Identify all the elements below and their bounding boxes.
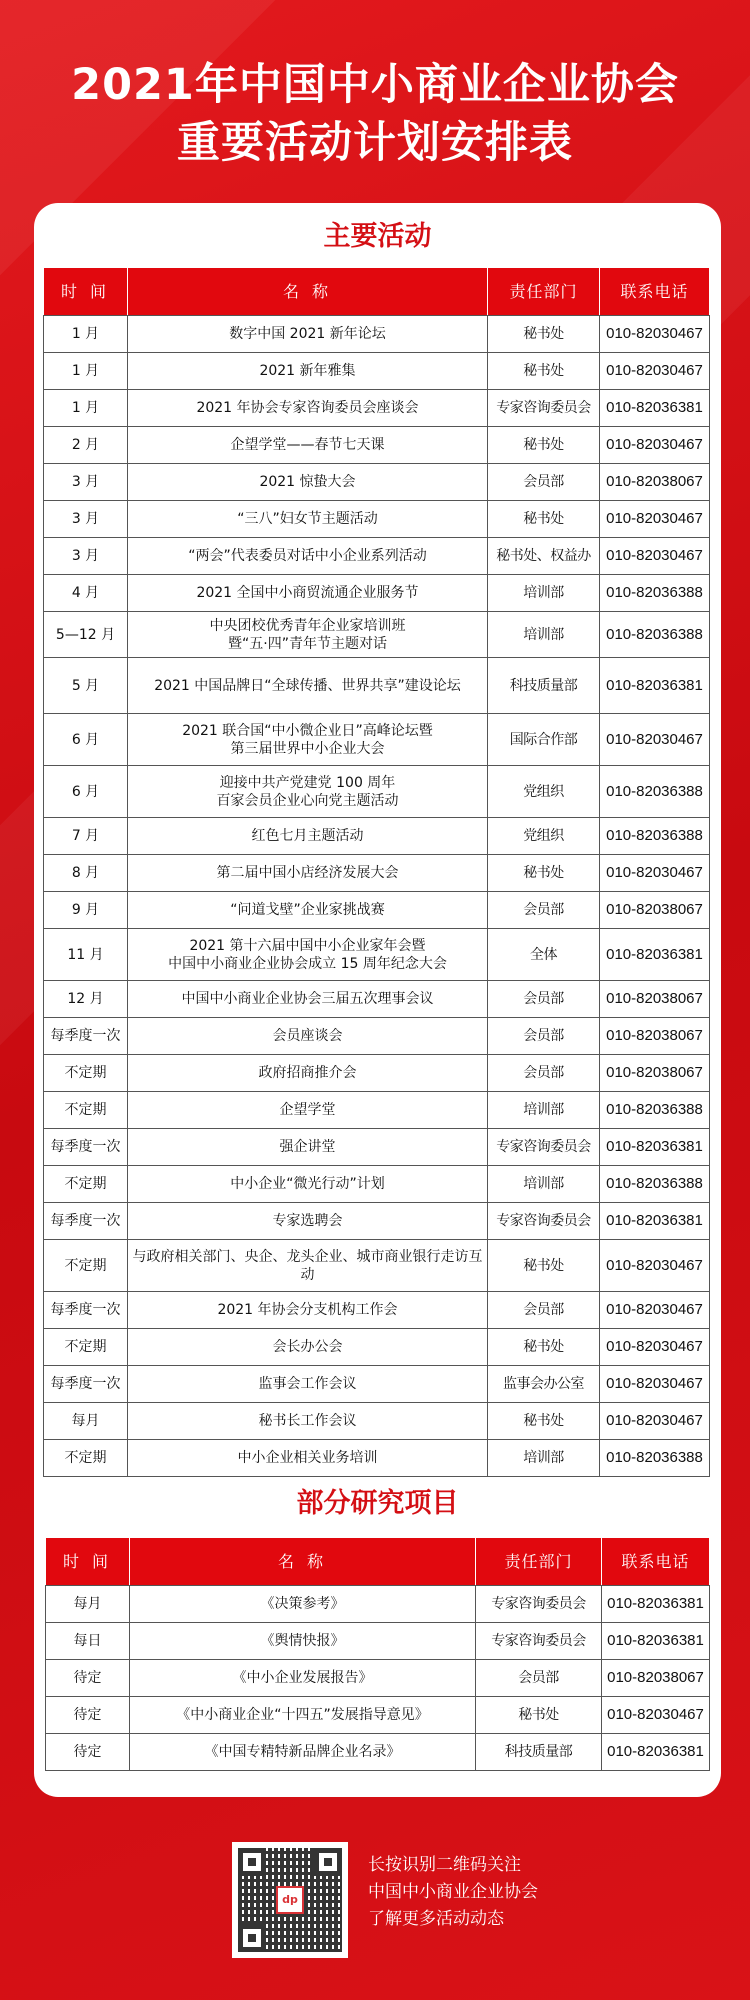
row-time: 不定期 bbox=[44, 1092, 128, 1129]
row-time: 不定期 bbox=[44, 1055, 128, 1092]
table-row bbox=[44, 1440, 710, 1477]
footer-line-2: 中国中小商业企业协会 bbox=[368, 1882, 538, 1902]
row-dept: 秘书处 bbox=[488, 353, 600, 390]
table-row bbox=[44, 1018, 710, 1055]
research-projects-table bbox=[45, 1537, 710, 1771]
main-activities-table bbox=[43, 267, 710, 1477]
row-time: 每季度一次 bbox=[44, 1292, 128, 1329]
table-row bbox=[44, 892, 710, 929]
row-time: 每季度一次 bbox=[44, 1203, 128, 1240]
row-phone: 010-82038067 bbox=[600, 892, 710, 929]
table-row bbox=[44, 855, 710, 892]
col-header-dept: 责任部门 bbox=[488, 268, 600, 316]
row-time: 7 月 bbox=[44, 818, 128, 855]
row-time: 待定 bbox=[46, 1660, 130, 1697]
row-dept: 会员部 bbox=[488, 892, 600, 929]
table-row bbox=[44, 1403, 710, 1440]
row-dept: 秘书处 bbox=[488, 1403, 600, 1440]
row-time: 1 月 bbox=[44, 353, 128, 390]
qr-code-icon bbox=[238, 1848, 342, 1952]
table-row bbox=[46, 1697, 710, 1734]
row-name: 2021 第十六届中国中小企业家年会暨 中国中小商业企业协会成立 15 周年纪念大会 bbox=[128, 929, 488, 981]
row-phone: 010-82038067 bbox=[600, 981, 710, 1018]
row-time: 每季度一次 bbox=[44, 1366, 128, 1403]
row-time: 每日 bbox=[46, 1623, 130, 1660]
row-phone: 010-82030467 bbox=[600, 1366, 710, 1403]
row-name: 与政府相关部门、央企、龙头企业、城市商业银行走访互动 bbox=[128, 1240, 488, 1292]
row-time: 5 月 bbox=[44, 658, 128, 714]
row-name: 《中小企业发展报告》 bbox=[130, 1660, 476, 1697]
table-row bbox=[44, 612, 710, 658]
table-row bbox=[44, 1092, 710, 1129]
row-time: 1 月 bbox=[44, 316, 128, 353]
row-time: 不定期 bbox=[44, 1240, 128, 1292]
row-dept: 秘书处 bbox=[488, 427, 600, 464]
row-name: 数字中国 2021 新年论坛 bbox=[128, 316, 488, 353]
row-dept: 监事会办公室 bbox=[488, 1366, 600, 1403]
row-phone: 010-82036388 bbox=[600, 612, 710, 658]
col-header-name: 名 称 bbox=[130, 1538, 476, 1586]
table-row bbox=[46, 1734, 710, 1771]
row-name: 2021 中国品牌日“全球传播、世界共享”建设论坛 bbox=[128, 658, 488, 714]
row-time: 9 月 bbox=[44, 892, 128, 929]
row-name: 中国中小商业企业协会三届五次理事会议 bbox=[128, 981, 488, 1018]
row-phone: 010-82036381 bbox=[602, 1586, 710, 1623]
row-phone: 010-82038067 bbox=[600, 1055, 710, 1092]
table-row bbox=[44, 981, 710, 1018]
table-row bbox=[44, 353, 710, 390]
row-phone: 010-82030467 bbox=[600, 501, 710, 538]
title-line-1: 2021年中国中小商业企业协会 bbox=[71, 60, 679, 110]
research-table-header bbox=[46, 1538, 710, 1586]
row-name: 企望学堂 bbox=[128, 1092, 488, 1129]
row-phone: 010-82036381 bbox=[600, 1129, 710, 1166]
table-row bbox=[46, 1623, 710, 1660]
table-row bbox=[44, 766, 710, 818]
research-projects-title: 部分研究项目 bbox=[296, 1488, 459, 1519]
table-row bbox=[46, 1586, 710, 1623]
row-name: 《舆情快报》 bbox=[130, 1623, 476, 1660]
row-time: 每季度一次 bbox=[44, 1018, 128, 1055]
row-name: 监事会工作会议 bbox=[128, 1366, 488, 1403]
col-header-name: 名 称 bbox=[128, 268, 488, 316]
table-row bbox=[44, 1240, 710, 1292]
row-time: 待定 bbox=[46, 1697, 130, 1734]
table-row bbox=[44, 714, 710, 766]
row-dept: 秘书处 bbox=[488, 316, 600, 353]
row-name: 秘书长工作会议 bbox=[128, 1403, 488, 1440]
row-name: 《决策参考》 bbox=[130, 1586, 476, 1623]
row-dept: 秘书处、权益办 bbox=[488, 538, 600, 575]
row-dept: 全体 bbox=[488, 929, 600, 981]
row-dept: 专家咨询委员会 bbox=[476, 1586, 602, 1623]
row-name: 专家选聘会 bbox=[128, 1203, 488, 1240]
row-phone: 010-82038067 bbox=[600, 1018, 710, 1055]
row-time: 12 月 bbox=[44, 981, 128, 1018]
row-phone: 010-82036381 bbox=[600, 1203, 710, 1240]
table-row bbox=[44, 1166, 710, 1203]
row-dept: 培训部 bbox=[488, 1166, 600, 1203]
row-dept: 秘书处 bbox=[488, 855, 600, 892]
title-line-2: 重要活动计划安排表 bbox=[177, 118, 573, 168]
row-time: 5—12 月 bbox=[44, 612, 128, 658]
row-time: 2 月 bbox=[44, 427, 128, 464]
table-row bbox=[44, 575, 710, 612]
row-time: 每月 bbox=[44, 1403, 128, 1440]
row-phone: 010-82030467 bbox=[600, 1403, 710, 1440]
row-time: 6 月 bbox=[44, 714, 128, 766]
row-dept: 国际合作部 bbox=[488, 714, 600, 766]
row-time: 1 月 bbox=[44, 390, 128, 427]
row-phone: 010-82030467 bbox=[600, 855, 710, 892]
row-phone: 010-82038067 bbox=[600, 464, 710, 501]
row-name: 2021 新年雅集 bbox=[128, 353, 488, 390]
row-name: “三八”妇女节主题活动 bbox=[128, 501, 488, 538]
row-phone: 010-82036388 bbox=[600, 818, 710, 855]
table-row bbox=[44, 464, 710, 501]
row-phone: 010-82036381 bbox=[602, 1623, 710, 1660]
row-name: 会员座谈会 bbox=[128, 1018, 488, 1055]
col-header-time: 时 间 bbox=[44, 268, 128, 316]
row-name: 2021 惊蛰大会 bbox=[128, 464, 488, 501]
row-name: 《中国专精特新品牌企业名录》 bbox=[130, 1734, 476, 1771]
row-dept: 秘书处 bbox=[488, 501, 600, 538]
row-dept: 培训部 bbox=[488, 1092, 600, 1129]
main-table-header bbox=[44, 268, 710, 316]
table-row bbox=[44, 390, 710, 427]
table-row bbox=[46, 1660, 710, 1697]
row-time: 8 月 bbox=[44, 855, 128, 892]
row-phone: 010-82036388 bbox=[600, 766, 710, 818]
table-row bbox=[44, 1292, 710, 1329]
row-dept: 会员部 bbox=[488, 1055, 600, 1092]
row-dept: 会员部 bbox=[488, 1292, 600, 1329]
row-dept: 党组织 bbox=[488, 766, 600, 818]
col-header-phone: 联系电话 bbox=[602, 1538, 710, 1586]
row-time: 每季度一次 bbox=[44, 1129, 128, 1166]
table-row bbox=[44, 929, 710, 981]
row-phone: 010-82030467 bbox=[602, 1697, 710, 1734]
row-phone: 010-82030467 bbox=[600, 353, 710, 390]
row-name: 红色七月主题活动 bbox=[128, 818, 488, 855]
row-dept: 科技质量部 bbox=[476, 1734, 602, 1771]
table-row bbox=[44, 818, 710, 855]
qr-logo: dp bbox=[276, 1886, 304, 1914]
footer-line-1: 长按识别二维码关注 bbox=[368, 1855, 521, 1875]
row-time: 11 月 bbox=[44, 929, 128, 981]
table-row bbox=[44, 427, 710, 464]
table-row bbox=[44, 1055, 710, 1092]
row-phone: 010-82036381 bbox=[600, 390, 710, 427]
row-dept: 科技质量部 bbox=[488, 658, 600, 714]
row-name: 迎接中共产党建党 100 周年 百家会员企业心向党主题活动 bbox=[128, 766, 488, 818]
row-dept: 专家咨询委员会 bbox=[488, 1203, 600, 1240]
row-phone: 010-82036388 bbox=[600, 1440, 710, 1477]
row-phone: 010-82030467 bbox=[600, 1292, 710, 1329]
row-phone: 010-82036381 bbox=[600, 658, 710, 714]
row-time: 每月 bbox=[46, 1586, 130, 1623]
row-dept: 秘书处 bbox=[476, 1697, 602, 1734]
row-name: 会长办公会 bbox=[128, 1329, 488, 1366]
row-dept: 培训部 bbox=[488, 612, 600, 658]
row-name: 2021 全国中小商贸流通企业服务节 bbox=[128, 575, 488, 612]
row-name: 强企讲堂 bbox=[128, 1129, 488, 1166]
col-header-dept: 责任部门 bbox=[476, 1538, 602, 1586]
row-phone: 010-82030467 bbox=[600, 714, 710, 766]
row-dept: 秘书处 bbox=[488, 1240, 600, 1292]
row-time: 6 月 bbox=[44, 766, 128, 818]
col-header-time: 时 间 bbox=[46, 1538, 130, 1586]
row-name: 第二届中国小店经济发展大会 bbox=[128, 855, 488, 892]
row-name: 政府招商推介会 bbox=[128, 1055, 488, 1092]
row-name: 中小企业相关业务培训 bbox=[128, 1440, 488, 1477]
row-name: 2021 联合国“中小微企业日”高峰论坛暨 第三届世界中小企业大会 bbox=[128, 714, 488, 766]
row-name: “两会”代表委员对话中小企业系列活动 bbox=[128, 538, 488, 575]
row-time: 不定期 bbox=[44, 1166, 128, 1203]
table-row bbox=[44, 538, 710, 575]
row-time: 不定期 bbox=[44, 1440, 128, 1477]
qr-code[interactable] bbox=[232, 1842, 348, 1958]
row-time: 4 月 bbox=[44, 575, 128, 612]
row-time: 不定期 bbox=[44, 1329, 128, 1366]
row-name: 企望学堂——春节七天课 bbox=[128, 427, 488, 464]
row-phone: 010-82030467 bbox=[600, 1329, 710, 1366]
row-name: 2021 年协会分支机构工作会 bbox=[128, 1292, 488, 1329]
table-row bbox=[44, 1329, 710, 1366]
row-time: 3 月 bbox=[44, 501, 128, 538]
row-name: 《中小商业企业“十四五”发展指导意见》 bbox=[130, 1697, 476, 1734]
row-dept: 党组织 bbox=[488, 818, 600, 855]
row-phone: 010-82036388 bbox=[600, 1166, 710, 1203]
row-phone: 010-82030467 bbox=[600, 427, 710, 464]
row-phone: 010-82036388 bbox=[600, 575, 710, 612]
row-dept: 培训部 bbox=[488, 575, 600, 612]
row-dept: 会员部 bbox=[488, 1018, 600, 1055]
page-title bbox=[0, 56, 750, 172]
row-dept: 培训部 bbox=[488, 1440, 600, 1477]
row-dept: 会员部 bbox=[488, 464, 600, 501]
footer-line-3: 了解更多活动动态 bbox=[368, 1909, 504, 1929]
row-name: 中央团校优秀青年企业家培训班 暨“五·四”青年节主题对话 bbox=[128, 612, 488, 658]
row-phone: 010-82036381 bbox=[600, 929, 710, 981]
table-row bbox=[44, 316, 710, 353]
table-row bbox=[44, 658, 710, 714]
row-phone: 010-82036381 bbox=[602, 1734, 710, 1771]
row-name: 中小企业“微光行动”计划 bbox=[128, 1166, 488, 1203]
row-phone: 010-82038067 bbox=[602, 1660, 710, 1697]
row-dept: 专家咨询委员会 bbox=[488, 1129, 600, 1166]
table-row bbox=[44, 1366, 710, 1403]
row-phone: 010-82030467 bbox=[600, 316, 710, 353]
table-row bbox=[44, 1129, 710, 1166]
row-phone: 010-82030467 bbox=[600, 1240, 710, 1292]
row-dept: 专家咨询委员会 bbox=[476, 1623, 602, 1660]
table-row bbox=[44, 1203, 710, 1240]
row-dept: 会员部 bbox=[488, 981, 600, 1018]
row-name: 2021 年协会专家咨询委员会座谈会 bbox=[128, 390, 488, 427]
row-time: 3 月 bbox=[44, 464, 128, 501]
row-phone: 010-82030467 bbox=[600, 538, 710, 575]
col-header-phone: 联系电话 bbox=[600, 268, 710, 316]
row-phone: 010-82036388 bbox=[600, 1092, 710, 1129]
row-dept: 专家咨询委员会 bbox=[488, 390, 600, 427]
schedule-card bbox=[34, 203, 721, 1797]
row-time: 3 月 bbox=[44, 538, 128, 575]
row-time: 待定 bbox=[46, 1734, 130, 1771]
footer-text bbox=[368, 1852, 538, 1933]
row-dept: 秘书处 bbox=[488, 1329, 600, 1366]
row-name: “问道戈壁”企业家挑战赛 bbox=[128, 892, 488, 929]
row-dept: 会员部 bbox=[476, 1660, 602, 1697]
main-activities-title: 主要活动 bbox=[323, 221, 432, 252]
table-row bbox=[44, 501, 710, 538]
